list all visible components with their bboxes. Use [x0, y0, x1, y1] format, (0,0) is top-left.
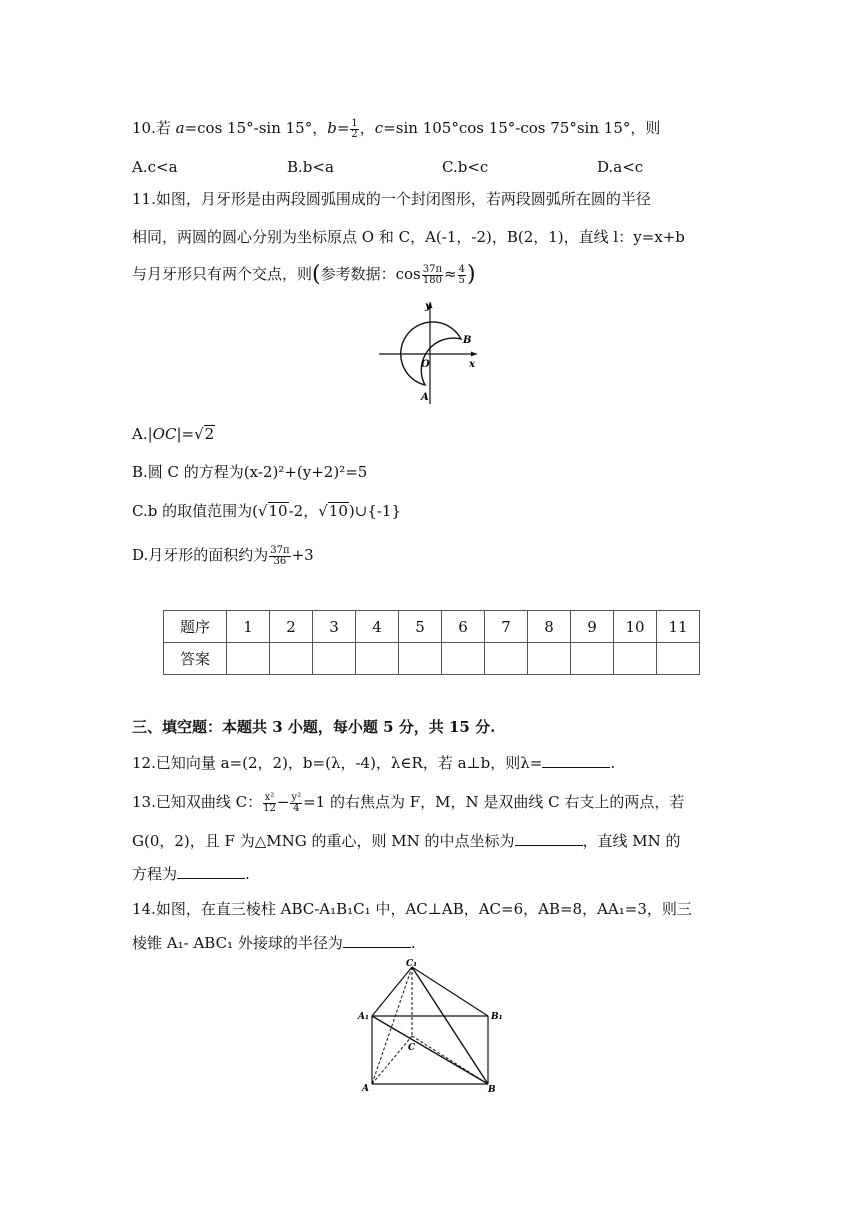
- q11-opta-oc: OC: [152, 425, 177, 443]
- q10-prefix: 10.若: [132, 119, 176, 137]
- answer-cell[interactable]: [227, 643, 270, 675]
- answer-table-number: 5: [399, 611, 442, 643]
- q14-line2-pre: 棱锥 A₁- ABC₁ 外接球的半径为: [132, 934, 343, 952]
- answer-table-number: 3: [313, 611, 356, 643]
- answer-table: [163, 610, 700, 675]
- answer-cell[interactable]: [356, 643, 399, 675]
- q13-line3: [132, 864, 250, 884]
- q10-option-a: A.c<a: [132, 158, 178, 176]
- q13-line1: 13.已知双曲线 C： $\frac{\text{x²}}{12}$ − $\frac{\text{y²}}{4}$ =1 的右焦点为 F，M，N 是双曲线 C 右支上的两点，若: [132, 791, 685, 814]
- q14-line2: [132, 933, 416, 953]
- q11-optd-pre: D.月牙形的面积约为: [132, 546, 269, 564]
- q11-option-b: B.圆 C 的方程为(x-2)²+(y+2)²=5: [132, 463, 368, 481]
- fig14-b1-label: B₁: [491, 1012, 503, 1022]
- fig11-x-label: x: [469, 359, 475, 370]
- q11-option-d: [132, 545, 314, 567]
- fig14-a1-label: A₁: [358, 1012, 369, 1022]
- q12-stem: [132, 753, 615, 773]
- answer-table-header-row: [164, 611, 700, 643]
- q13-line2-pre: G(0，2)，且 F 为△MNG 的重心，则 MN 的中点坐标为: [132, 832, 515, 850]
- q13-pre: 13.已知双曲线 C：: [132, 793, 263, 811]
- answer-cell[interactable]: [485, 643, 528, 675]
- q11-option-c: C.b 的取值范围为(√10-2，√10)∪{-1}: [132, 502, 401, 520]
- q11-ref-fraction2: $\frac{4}{5}$: [458, 263, 465, 286]
- fig11-a-label: A: [421, 392, 429, 403]
- q12-text-post: .: [610, 754, 616, 772]
- answer-cell[interactable]: [614, 643, 657, 675]
- q11-optc-pre: C.b 的取值范围为(: [132, 502, 258, 520]
- q11-line2: 相同，两圆的圆心分别为坐标原点 O 和 C，A(-1，-2)，B(2，1)，直线 l：y=x+b: [132, 228, 685, 246]
- q10-option-b: B.b<a: [287, 158, 334, 176]
- crescent-figure: [375, 296, 485, 406]
- answer-cell[interactable]: [313, 643, 356, 675]
- q10-b-def: =: [336, 119, 350, 137]
- answer-table-number: 2: [270, 611, 313, 643]
- answer-cell[interactable]: [442, 643, 485, 675]
- q13-x-fraction: $\frac{\text{x²}}{12}$: [263, 791, 276, 814]
- answer-cell[interactable]: [270, 643, 313, 675]
- q11-opta-post: |=: [176, 425, 195, 443]
- fig14-c-label: C: [408, 1043, 416, 1053]
- q13-line3-pre: 方程为: [132, 865, 178, 883]
- answer-table-number: 6: [442, 611, 485, 643]
- q13-post1: =1 的右焦点为 F，M，N 是双曲线 C 右支上的两点，若: [303, 793, 685, 811]
- answer-cell[interactable]: [657, 643, 700, 675]
- fig14-c1-label: C₁: [406, 959, 418, 969]
- q10-a-def: =cos 15°-sin 15°，: [184, 119, 328, 137]
- q10-option-c: C.b<c: [442, 158, 489, 176]
- fig14-b-label: B: [488, 1085, 496, 1095]
- fig14-a-label: A: [362, 1084, 369, 1094]
- q14-line1: 14.如图，在直三棱柱 ABC-A₁B₁C₁ 中，AC⊥AB，AC=6，AB=8，AA₁=3，则三: [132, 900, 692, 918]
- q10-stem: 10.若 a=cos 15°-sin 15°，b= $\frac{1}{2}$ ，c=sin 105°cos 15°-cos 75°sin 15°，则: [132, 117, 661, 140]
- q11-ref-fraction: $\frac{37\pi}{180}$: [422, 263, 443, 286]
- q12-text: 12.已知向量 a=(2，2)，b=(λ，-4)，λ∈R，若 a⊥b，则λ=: [132, 754, 543, 772]
- q11-opta-pre: A.|: [132, 425, 153, 443]
- q11-optd-fraction: $\frac{37\pi}{36}$: [270, 544, 290, 567]
- answer-table-label-answer: 答案: [164, 643, 227, 675]
- answer-table-number: 9: [571, 611, 614, 643]
- fig11-o-label: O: [421, 359, 430, 370]
- q13-line-equation-blank[interactable]: [177, 864, 245, 879]
- answer-table-number: 4: [356, 611, 399, 643]
- q11-optc-mid: -2，: [288, 502, 319, 520]
- q13-y-fraction: $\frac{\text{y²}}{4}$: [291, 791, 302, 814]
- q10-b-fraction: $\frac{1}{2}$: [351, 117, 358, 140]
- answer-cell[interactable]: [571, 643, 614, 675]
- q14-answer-blank[interactable]: [343, 933, 411, 948]
- q11-line3: 与月牙形只有两个交点，则(参考数据：cos $\frac{37\pi}{180}$ ≈ $\frac{4}{5}$ ): [132, 262, 476, 287]
- prism-figure: [352, 956, 512, 1096]
- answer-table-label-number: 题序: [164, 611, 227, 643]
- q10-option-d: D.a<c: [597, 158, 644, 176]
- q11-option-a: A.|OC|=√2: [132, 425, 215, 443]
- q12-answer-blank[interactable]: [542, 753, 610, 768]
- q11-optc-radicand2: 10: [328, 502, 348, 520]
- fig11-b-label: B: [463, 335, 472, 346]
- section3-heading: 三、填空题：本题共 3 小题，每小题 5 分，共 15 分.: [132, 718, 496, 736]
- answer-table-number: 11: [657, 611, 700, 643]
- q11-line1: 11.如图，月牙形是由两段圆弧围成的一个封闭图形，若两段圆弧所在圆的半径: [132, 190, 651, 208]
- q13-line2-post: ，直线 MN 的: [582, 832, 681, 850]
- q13-line2: [132, 831, 681, 851]
- answer-table-answer-row: [164, 643, 700, 675]
- answer-table-number: 7: [485, 611, 528, 643]
- q11-optc-post: )∪{-1}: [348, 502, 401, 520]
- answer-cell[interactable]: [399, 643, 442, 675]
- q11-optc-radicand1: 10: [268, 502, 288, 520]
- q10-c-def: =sin 105°cos 15°-cos 75°sin 15°，则: [383, 119, 661, 137]
- q11-opta-radicand: 2: [204, 425, 215, 443]
- q13-midpoint-blank[interactable]: [515, 831, 583, 846]
- answer-table-number: 8: [528, 611, 571, 643]
- q11-reference-data: 参考数据：cos: [320, 265, 421, 283]
- q14-line2-post: .: [410, 934, 416, 952]
- q13-line3-post: .: [245, 865, 250, 883]
- q11-line3-pre: 与月牙形只有两个交点，则: [132, 265, 313, 283]
- fig11-y-label: y: [425, 301, 431, 312]
- answer-table-number: 10: [614, 611, 657, 643]
- q11-optd-post: +3: [291, 546, 314, 564]
- q11-approx: ≈: [444, 265, 457, 283]
- answer-table-number: 1: [227, 611, 270, 643]
- answer-cell[interactable]: [528, 643, 571, 675]
